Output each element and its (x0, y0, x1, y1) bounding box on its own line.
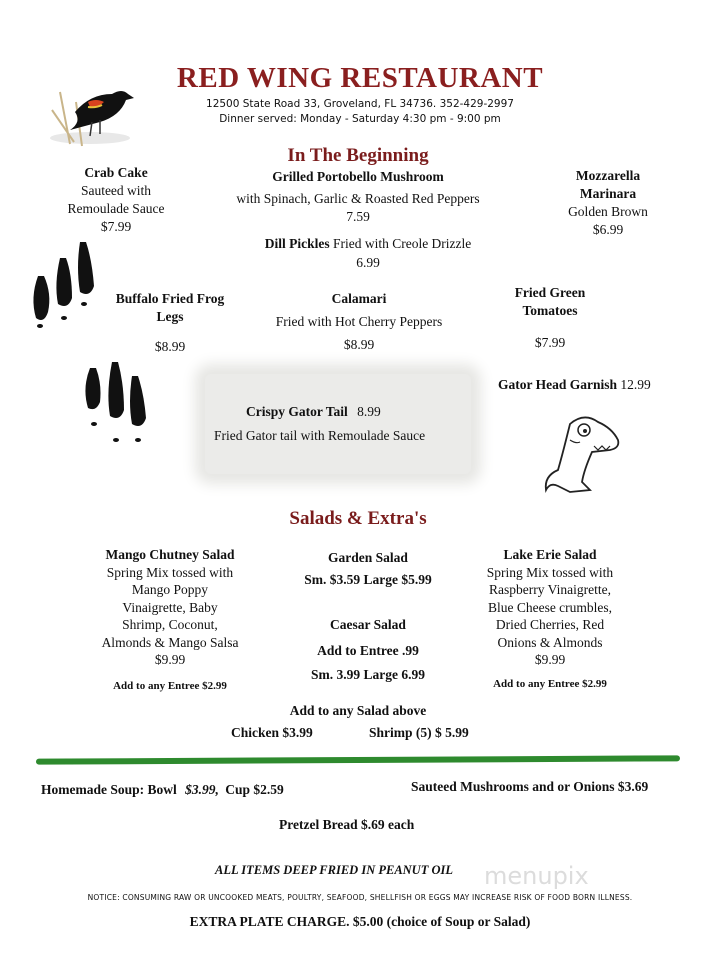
crab-cake-name: Crab Cake (84, 165, 148, 180)
hours: Dinner served: Monday - Saturday 4:30 pm - 9:00 pm (219, 113, 501, 125)
gator-tail-price: 8.99 (357, 404, 381, 419)
watermark: menupix (484, 862, 589, 890)
portobello-name: Grilled Portobello Mushroom (272, 169, 444, 184)
mango-salad (82, 546, 258, 669)
salad-addon-heading: Add to any Salad above (289, 703, 427, 718)
crab-cake-desc-1: Sauteed with (80, 183, 152, 198)
extra-plate-charge: EXTRA PLATE CHARGE. $5.00 (choice of Soup or Salad) (189, 914, 531, 929)
lake-erie-salad-line: Onions & Almonds (497, 634, 603, 650)
section-heading-beginning: In The Beginning (287, 145, 429, 166)
gator-tail (246, 403, 466, 421)
frog-legs-name-2: Legs (156, 309, 184, 324)
gator-head-price: 12.99 (620, 377, 651, 392)
address: 12500 State Road 33, Groveland, FL 34736. 352-429-2997 (206, 98, 514, 110)
mozzarella-name-1: Mozzarella (575, 168, 641, 183)
garden-salad-name: Garden Salad (328, 550, 408, 565)
pretzel-bread: Pretzel Bread $.69 each (279, 817, 415, 832)
mango-salad-line: Vinaigrette, Baby (122, 599, 218, 615)
dill-pickles (208, 235, 528, 253)
lake-erie-salad-line: Raspberry Vinaigrette, (489, 582, 611, 597)
mozzarella (533, 167, 683, 239)
portobello-desc: with Spinach, Garlic & Roasted Red Peppers (236, 191, 480, 206)
gator-tail-name: Crispy Gator Tail (246, 404, 348, 419)
divider-line (36, 755, 680, 764)
garden-salad-sizes: Sm. $3.59 Large $5.99 (304, 572, 432, 587)
frog-legs-name (100, 290, 240, 326)
gator-footprint-icon (22, 238, 106, 332)
caesar-salad-name: Caesar Salad (330, 617, 406, 632)
featured-item-box (205, 374, 471, 474)
salad-addon-shrimp: Shrimp (5) $ 5.99 (369, 725, 469, 740)
mozzarella-desc: Golden Brown (568, 204, 648, 219)
portobello-price: 7.59 (346, 209, 370, 224)
mozzarella-price: $6.99 (592, 222, 624, 237)
sauteed-mushrooms: Sauteed Mushrooms and or Onions $3.69 (411, 779, 649, 794)
salad-addon-chicken: Chicken $3.99 (231, 725, 313, 740)
calamari-price: $8.99 (343, 337, 375, 352)
calamari-desc: Fried with Hot Cherry Peppers (275, 314, 443, 329)
caesar-salad-entree: Add to Entree .99 (317, 643, 419, 658)
lake-erie-salad (462, 546, 638, 669)
green-tomatoes-price: $7.99 (534, 335, 566, 350)
lake-erie-salad-line: Dried Cherries, Red (495, 617, 605, 632)
dill-pickles-desc: Fried with Creole Drizzle (332, 236, 472, 251)
section-heading-salads: Salads & Extra's (289, 508, 427, 529)
lake-erie-salad-line: Blue Cheese crumbles, (487, 599, 613, 615)
food-safety-notice: NOTICE: CONSUMING RAW OR UNCOOKED MEATS, POULTRY, SEAFOOD, SHELLFISH OR EGGS MAY INCREASE RISK OF FOOD BORN ILLNESS. (87, 893, 633, 902)
green-tomatoes-name-2: Tomatoes (522, 303, 578, 318)
soup-label: Homemade Soup: Bowl (41, 782, 177, 797)
frog-legs-price: $8.99 (154, 339, 186, 354)
crab-cake-desc-2: Remoulade Sauce (67, 201, 165, 216)
soup-cup: Cup $2.59 (225, 782, 284, 797)
peanut-oil-notice: ALL ITEMS DEEP FRIED IN PEANUT OIL (215, 863, 453, 877)
mango-salad-line: Shrimp, Coconut, (122, 617, 218, 632)
green-tomatoes-name-1: Fried Green (514, 285, 586, 300)
gator-tail-desc: Fried Gator tail with Remoulade Sauce (214, 428, 426, 443)
mango-salad-line: Mango Poppy (131, 582, 209, 597)
green-tomatoes-name (490, 284, 610, 320)
calamari-name: Calamari (331, 291, 387, 306)
dill-pickles-name: Dill Pickles (264, 236, 330, 251)
caesar-salad-sizes: Sm. 3.99 Large 6.99 (311, 667, 425, 682)
mozzarella-name-2: Marinara (579, 186, 637, 201)
lake-erie-salad-name: Lake Erie Salad (503, 547, 597, 562)
crab-cake-price: $7.99 (100, 219, 132, 234)
mango-salad-addon: Add to any Entree $2.99 (113, 680, 227, 692)
restaurant-title: RED WING RESTAURANT (176, 62, 544, 94)
lake-erie-salad-price: $9.99 (534, 652, 566, 667)
mango-salad-price: $9.99 (154, 652, 186, 667)
gator-head (498, 376, 698, 394)
cartoon-alligator-icon (540, 410, 625, 500)
dill-pickles-price: 6.99 (356, 255, 380, 270)
frog-legs-name-1: Buffalo Fried Frog (115, 291, 225, 306)
mango-salad-line: Spring Mix tossed with (106, 564, 234, 580)
lake-erie-salad-addon: Add to any Entree $2.99 (493, 678, 607, 690)
soup-bowl-price: $3.99, (185, 782, 219, 797)
gator-head-name: Gator Head Garnish (498, 377, 618, 392)
lake-erie-salad-line: Spring Mix tossed with (486, 564, 614, 580)
mango-salad-line: Almonds & Mango Salsa (101, 634, 239, 650)
mango-salad-name: Mango Chutney Salad (105, 547, 235, 562)
soup (41, 781, 284, 799)
crab-cake (36, 164, 196, 236)
gator-footprint-icon (78, 354, 158, 448)
